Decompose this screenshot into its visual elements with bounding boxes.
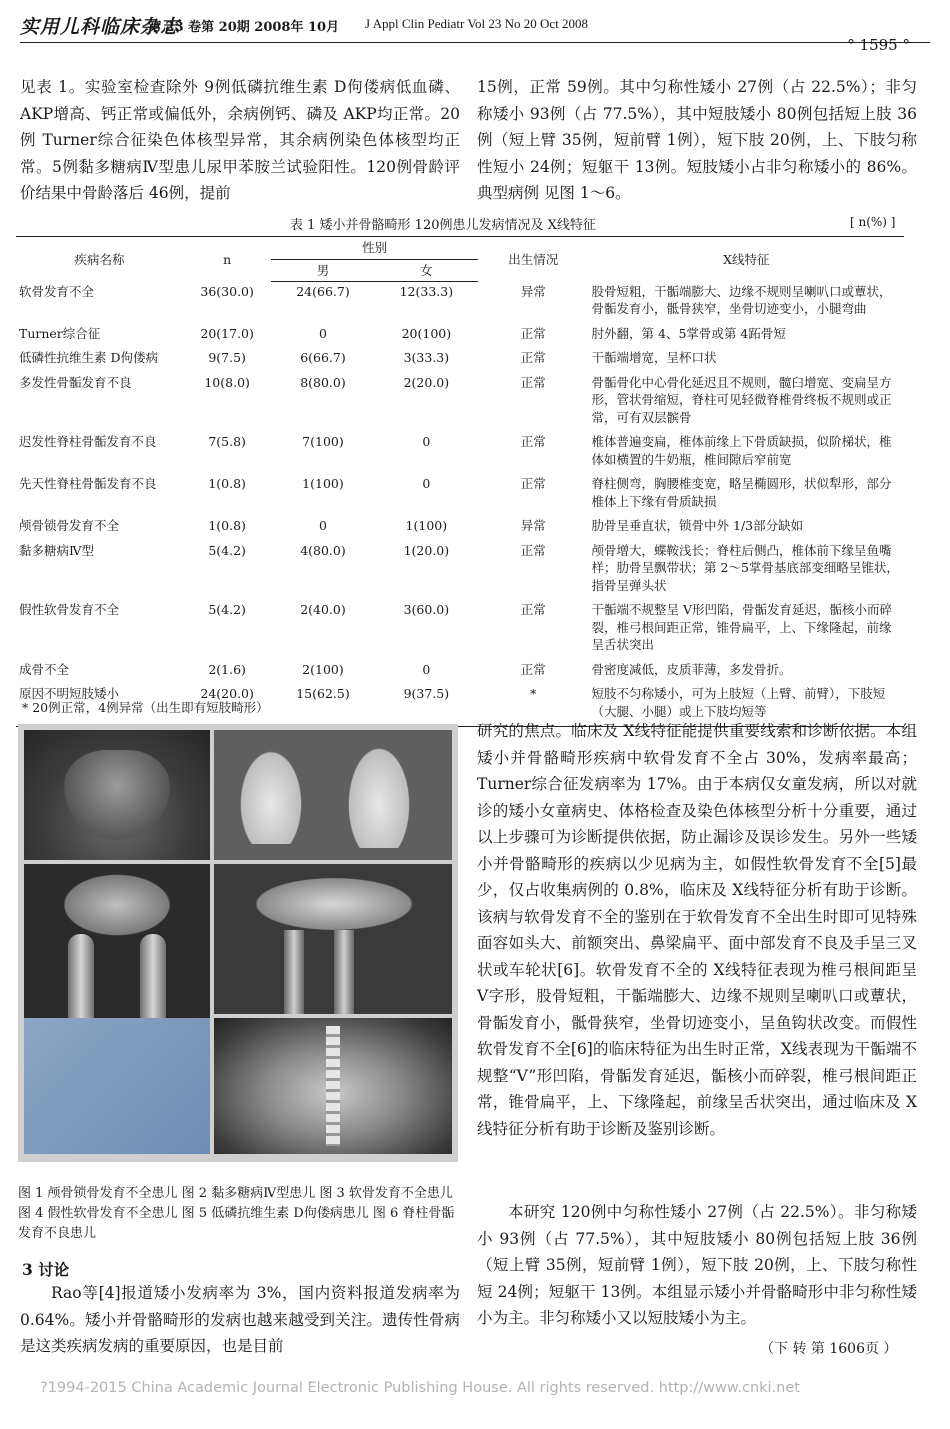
xray-panel-spine xyxy=(214,1018,452,1154)
cell-male: 15(62.5) xyxy=(296,686,350,701)
copyright-footer: ?1994-2015 China Academic Journal Electronic Publishing House. All rights reserved. http://www.cnki.net xyxy=(40,1380,800,1396)
cell-birth: * xyxy=(530,686,537,701)
cell-male: 2(100) xyxy=(302,661,344,677)
table-footnote: * 20例正常，4例异常（出生即有短肢畸形） xyxy=(22,700,269,715)
cell-female: 0 xyxy=(422,661,431,677)
cell-male: 0 xyxy=(318,325,327,341)
table-row xyxy=(16,660,904,685)
cell-birth: 正常 xyxy=(520,350,546,365)
header-xray: X线特征 xyxy=(723,251,770,267)
table-body xyxy=(16,282,904,727)
body-paragraph-left-top: 见表 1。实验室检查除外 9例低磷抗维生素 D佝偻病低血磷、AKP增高、钙正常或偏低外，余病例钙、磷及 AKP均正常。20例 Turner综合征染色体核型异常，其余病例染色体核型均正常。5例黏多糖病Ⅳ型患儿尿甲苯胺兰试验阳性。120例骨龄评价结果中骨龄落后 46例，提前 xyxy=(20,78,460,202)
cell-female: 2(20.0) xyxy=(403,374,450,390)
continued-note: （下 转 第 1606页 ） xyxy=(760,1341,898,1357)
cell-female: 3(60.0) xyxy=(403,602,450,617)
xray-panel-hands xyxy=(214,730,452,860)
cell-name: Turner综合征 xyxy=(19,325,101,341)
cell-xray: 股骨短粗，干骺端膨大、边缘不规则呈喇叭口或蕈状，骨骺发育小，骶骨狭窄，坐骨切迹变小，小腿弯曲 xyxy=(591,283,892,316)
cell-n: 2(1.6) xyxy=(208,661,246,677)
cell-n: 7(5.8) xyxy=(208,434,246,449)
cell-name: 先天性脊柱骨骺发育不良 xyxy=(19,476,157,491)
table-row xyxy=(16,541,904,601)
cell-n: 5(4.2) xyxy=(208,542,246,558)
cell-name: 成骨不全 xyxy=(19,661,70,677)
cell-birth: 正常 xyxy=(520,542,546,558)
table-row xyxy=(16,516,904,541)
table-unit: [ n(%) ] xyxy=(850,215,896,229)
cell-xray: 脊柱侧弯，胸腰椎变宽，略呈椭圆形，状似犁形，部分椎体上下缘有骨质缺损 xyxy=(591,476,892,509)
cell-xray: 骨密度减低，皮质菲薄，多发骨折。 xyxy=(591,661,792,677)
page-number: ° 1595 ° xyxy=(847,36,910,54)
section-heading-discussion: 3 讨论 xyxy=(22,1260,70,1279)
cell-name: 多发性骨骺发育不良 xyxy=(19,374,132,390)
cell-male: 7(100) xyxy=(302,434,344,449)
cell-male: 8(80.0) xyxy=(300,374,346,390)
cell-birth: 正常 xyxy=(520,661,546,677)
discussion-paragraph-right-2: 本研究 120例中匀称性矮小 27例（占 22.5%）。非匀称矮小 93例（占 77.5%），其中短肢矮小 80例包括短上肢 36例（短上臂 35例，短前臂 1例），短下肢 20例，上、下肢匀称性短 24例；短躯干 13例。本组显示矮小并骨骼畸形中非匀称性矮小为主。非匀称矮小又以短肢矮小为主。 xyxy=(477,1203,917,1327)
cell-birth: 正常 xyxy=(520,434,546,449)
cell-n: 9(7.5) xyxy=(208,350,246,365)
table-row xyxy=(16,348,904,373)
cell-male: 4(80.0) xyxy=(300,542,346,558)
header-birth: 出生情况 xyxy=(508,251,559,267)
header-disease: 疾病名称 xyxy=(74,251,125,267)
cell-name: 迟发性脊柱骨骺发育不良 xyxy=(19,434,157,449)
cell-xray: 短肢不匀称矮小，可为上肢短（上臂、前臂），下肢短（大腿、小腿）或上下肢均短等 xyxy=(591,686,886,719)
cell-birth: 异常 xyxy=(520,283,546,299)
cell-name: 颅骨锁骨发育不全 xyxy=(19,518,120,533)
cell-n: 24(20.0) xyxy=(200,686,254,701)
figure-caption: 图 1 颅骨锁骨发育不全患儿 图 2 黏多糖病Ⅳ型患儿 图 3 软骨发育不全患儿 图 4 假性软骨发育不全患儿 图 5 低磷抗维生素 D佝偻病患儿 图 6 脊柱骨骺发育不良患儿 xyxy=(18,1186,455,1241)
header-female: 女 xyxy=(375,259,478,282)
table-row xyxy=(16,373,904,433)
cell-male: 1(100) xyxy=(302,476,344,491)
cell-name: 黏多糖病Ⅳ型 xyxy=(19,542,94,558)
cell-male: 6(66.7) xyxy=(300,350,346,365)
cell-female: 3(33.3) xyxy=(403,350,450,365)
cell-xray: 干骺端增宽，呈杯口状 xyxy=(591,350,717,365)
cell-male: 2(40.0) xyxy=(300,602,346,617)
cell-xray: 肋骨呈垂直状，锁骨中外 1/3部分缺如 xyxy=(591,518,804,533)
cell-n: 10(8.0) xyxy=(204,374,250,390)
table-row xyxy=(16,432,904,474)
cell-n: 20(17.0) xyxy=(200,325,254,341)
table-row xyxy=(16,324,904,349)
cell-female: 20(100) xyxy=(401,325,452,341)
journal-title: 实用儿科临床杂志 xyxy=(20,16,181,38)
issue-info-cn: 第 23 卷第 20期 2008年 10月 xyxy=(148,20,340,35)
cell-female: 0 xyxy=(422,434,431,449)
cell-name: 原因不明短肢矮小 xyxy=(19,686,120,701)
cell-female: 1(100) xyxy=(405,518,448,533)
cell-n: 5(4.2) xyxy=(208,602,246,617)
body-paragraph-right-top: 15例，正常 59例。其中匀称性矮小 27例（占 22.5%）；非匀称矮小 93例（占 77.5%），其中短肢矮小 80例包括短上肢 36例（短上臂 35例，短前臂 1例），短下肢 20例，上、下肢匀称性短小 24例；短躯干 13例。短肢矮小占非匀称矮小的 86%。典型病例 见图 1～6。 xyxy=(477,78,917,202)
cell-male: 24(66.7) xyxy=(296,284,350,299)
cell-name: 低磷性抗维生素 D佝偻病 xyxy=(19,350,158,365)
table-row xyxy=(16,474,904,516)
cell-xray: 颅骨增大，蝶鞍浅长；脊柱后侧凸，椎体前下缘呈鱼嘴样；肋骨呈飘带状；第 2～5掌骨基底部变细略呈锥状，指骨呈弹头状 xyxy=(591,542,899,593)
cell-birth: 正常 xyxy=(520,602,546,617)
cell-xray: 干骺端不规整呈 V形凹陷，骨骺发育延迟，骺核小而碎裂，椎弓根间距正常，锥骨扁平，上、下缘隆起，前缘呈舌状突出 xyxy=(591,602,893,652)
table-row xyxy=(16,600,904,660)
cell-n: 36(30.0) xyxy=(200,283,254,299)
header-sex: 性别 xyxy=(271,237,478,260)
table-caption: 表 1 矮小并骨骼畸形 120例患儿发病情况及 X线特征 xyxy=(290,218,596,233)
cell-xray: 骨骺骨化中心骨化延迟且不规则，髋臼增宽、变扁呈方形，管状骨缩短，脊柱可见轻微脊椎骨终板不规则或正常，可有双层髌骨 xyxy=(591,374,892,425)
issue-info-en: J Appl Clin Pediatr Vol 23 No 20 Oct 2008 xyxy=(365,16,589,31)
data-table xyxy=(16,236,904,727)
table-row xyxy=(16,282,904,324)
header-male: 男 xyxy=(271,259,374,282)
cell-xray: 肘外翻，第 4、5掌骨或第 4跖骨短 xyxy=(591,325,786,341)
header-n: n xyxy=(223,251,232,267)
cell-female: 12(33.3) xyxy=(399,284,454,299)
cell-female: 1(20.0) xyxy=(403,542,450,558)
discussion-paragraph-right-1: 研究的焦点。临床及 X线特征能提供重要线索和诊断依据。本组矮小并骨骼畸形疾病中软骨发育不全占 30%，发病率最高；Turner综合征发病率为 17%。由于本病仅女童发病，所以对就诊的矮小女童病史、体格检查及染色体核型分析十分重要，通过以上步骤可为诊断提供依据，防止漏诊及误诊发生。另外一些矮小并骨骼畸形的疾病以少见病为主，如假性软骨发育不全[5]最少，仅占收集病例的 0.8%，临床及 X线特征分析有助于诊断。该病与软骨发育不全的鉴别在于软骨发育不全出生时即可见特殊面容如头大、前额突出、鼻梁扁平、面中部发育不良及手呈三叉状或车轮状[6]。软骨发育不全的 X线特征表现为椎弓根间距呈 V字形，股骨短粗，干骺端膨大、边缘不规则呈喇叭口或蕈状，骨骺发育小，骶骨狭窄，坐骨切迹变小，呈鱼钩状改变。而假性软骨发育不全[6]的临床特征为出生时正常，X线表现为干骺端不规整“V”形凹陷，骨骺发育延迟，骺核小而碎裂，椎弓根间距正常，锥骨扁平，上、下缘隆起，前缘呈舌状突出，通过临床及 X线特征分析有助于诊断及鉴别诊断。 xyxy=(477,722,917,1138)
cell-birth: 正常 xyxy=(520,325,546,341)
cell-n: 1(0.8) xyxy=(208,518,246,533)
cell-female: 9(37.5) xyxy=(403,686,450,701)
cell-male: 0 xyxy=(318,518,327,533)
cell-birth: 正常 xyxy=(520,476,546,491)
cell-female: 0 xyxy=(422,476,431,491)
page-header xyxy=(20,8,930,43)
cell-birth: 正常 xyxy=(520,374,546,390)
xray-panel-chest xyxy=(24,730,210,860)
xray-panel-hand-bones xyxy=(24,1018,210,1154)
cell-name: 假性软骨发育不全 xyxy=(19,602,120,617)
discussion-paragraph-left: Rao等[4]报道矮小发病率为 3%，国内资料报道发病率为 0.64%。矮小并骨骼畸形的发病也越来越受到关注。遗传性骨病是这类疾病发病的重要原因，也是目前 xyxy=(20,1284,460,1355)
cell-birth: 异常 xyxy=(520,518,546,533)
cell-n: 1(0.8) xyxy=(208,476,246,491)
xray-figure-composite xyxy=(18,724,458,1162)
cell-xray: 椎体普遍变扁，椎体前缘上下骨质缺损，似阶梯状，椎体如横置的牛奶瓶，椎间隙后窄前宽 xyxy=(591,434,892,467)
xray-panel-forearm xyxy=(214,864,452,1014)
cell-name: 软骨发育不全 xyxy=(19,283,95,299)
